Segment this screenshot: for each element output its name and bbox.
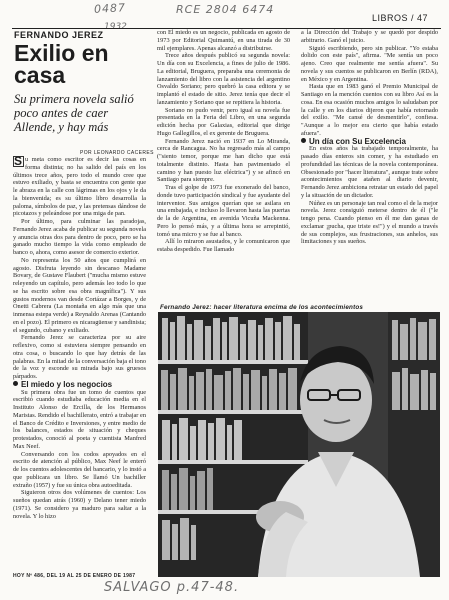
paragraph-text: Soriano no pudo venir, pero igual su novela fue presentada en la Feria del Libro, en una segunda edición hecha por Galaxias, editorial que dirige Hugo Gallegillos, el ex gerente de Bruguera. bbox=[157, 106, 290, 137]
article-paragraph bbox=[157, 107, 290, 138]
article-column-3 bbox=[301, 29, 438, 304]
author-photo bbox=[158, 312, 440, 577]
article-paragraph bbox=[13, 257, 146, 335]
paragraph-text: Núñez es un personaje tan real como el de la mejor novela. Jerez consiguió meterse dentro de él ("le tengo pena. Cuando pienso en él me dan ganas de exclamar ¡pucha, que triste es!") y el mundo a través de sus complejos, sus frustraciones, sus anhelos, sus limitaciones y sus sueños. bbox=[301, 199, 438, 246]
paragraph-text: En estos años ha trabajado temporalmente, ha pasado días enteros sin comer, y ha estudiado en profundidad las técnicas de la novela contemporánea. Obsesionado por "hacer literatura", aunque trate sobre acontecimientos que atañen al diario devenir, Fernando Jerez ambiciona retratar un estado del papel y la situación de un dictador. bbox=[301, 145, 438, 199]
paragraph-text: Su primera obra fue un tomo de cuentos que escribió cuando estudiaba educación media en el Instituto Alonso de Ercilla, de los Hermanos Maristas. Rendido el bachillerato, entró a trabajar en el Banco de Crédito e Inversiones, y entre medio de los balances, estados de situación y cheques protestados, conoció al poeta y cuentista Manfred Max Neef. bbox=[13, 388, 146, 450]
author-name: FERNANDO JEREZ bbox=[14, 30, 104, 40]
article-paragraph bbox=[13, 334, 146, 381]
bullet-icon bbox=[13, 381, 18, 386]
bullet-icon bbox=[301, 138, 306, 143]
paragraph-text: Siguió escribiendo, pero sin publicar. "Yo estaba dolido con este país", afirma. "Me sentía un poco ajeno. Creo que realmente me sentía afuera". Su novela y sus cuentos se publicaron en Berlín (RDA), en México y en Argentina. bbox=[301, 44, 438, 83]
article-paragraph bbox=[157, 238, 290, 254]
paragraph-text: Hasta que en 1983 ganó el Premio Municipal de Santiago en la mención cuentos con su libro Así es la cosa. En esa ocasión muchos amigos lo saludaban por la calle y en los diarios dijeron que había retornado del exilio. "Me cansé de desmentirlo", confiesa. "Aunque a lo mejor era cierto que había estado afuera". bbox=[301, 83, 438, 137]
article-paragraph bbox=[13, 451, 146, 490]
article-paragraph bbox=[13, 389, 146, 451]
article-paragraph bbox=[157, 184, 290, 238]
paragraph-text: Fernando Jerez nació en 1937 en Lo Miranda, cerca de Rancagua. No ha regresado más al campo ("siento temor, porque me han dicho que está totalmente distinto. Hasta han pavimentado el camino y han puesto luz eléctrica") y se afincó en Santiago para siempre. bbox=[157, 137, 290, 184]
section-heading bbox=[301, 138, 438, 146]
paragraph-text: con El miedo es un negocio, publicada en agosto de 1973 por Editorial Quimantú, en una tirada de 30 mil ejemplares. Apenas alcanzó a distribuirse. bbox=[157, 29, 290, 52]
paragraph-text: Tras el golpe de 1973 fue exonerado del banco, donde tuvo participación sindical y fue ayudante del interventor. Sus amigos querían que se asilara en una embajada, e incluso lo llevaron hasta las puertas de la de Argentina, en avenida Vicuña Mackenna. Pero lo pensó más, y a última hora se arrepintió, tomó una micro y se fue al banco. bbox=[157, 184, 290, 238]
article-paragraph bbox=[157, 138, 290, 185]
article-paragraph bbox=[301, 200, 438, 247]
handwritten-source-note: SALVAGO p.47-48. bbox=[104, 580, 240, 595]
article-column-2 bbox=[157, 29, 290, 304]
article-paragraph bbox=[157, 29, 290, 52]
paragraph-text: u meta como escritor es decir las cosas en forma distinta; no ha salido del país en los últimos trece años, pero todo el mundo cree que estuvo exiliado, y basta se encuentra con gente que le abraza en la calle con lágrimas en los ojos y le da la bienvenida; es su último libro desarrolla la paloma, símbolos de paz, y las pretensas dándose de picotazos y peleándose por una miga de pan. bbox=[13, 156, 146, 218]
drop-cap: S bbox=[14, 156, 23, 168]
section-heading-text: Un día con Su Excelencia bbox=[309, 136, 406, 146]
paragraph-text: Conversando con los codos apoyados en el escrito de atención al público, Max Neef le enteró de los cuentos adolescentes del bancario, y lo instó a que publicara un libro. Se llamó Un bachiller extraño (1957) y fue su única obra autoeditada. bbox=[13, 450, 146, 489]
handwritten-note: 1932 bbox=[104, 22, 127, 32]
byline: POR LEONARDO CACERES bbox=[80, 150, 154, 156]
paragraph-text: Fernando Jerez se caracteriza por su aire reflexivo, como si estuviera siempre pensando en otra cosa, o buscando lo que hay detrás de las palabras. En la mitad de la conversación baja el tono de la voz y esconde su mirada bajo sus gruesos párpados. bbox=[13, 334, 146, 380]
section-page-label: LIBROS / 47 bbox=[372, 13, 429, 23]
section-heading-text: El miedo y los negocios bbox=[21, 379, 113, 389]
paragraph-text: Siguieron otros dos volúmenes de cuentos: Los sueños quedan atrás (1960) y Delano tener miedo (1971). Se considero ya maduro para saltar a la novela. Y lo hizo bbox=[13, 489, 146, 520]
photo-caption: Fernando Jerez: hacer literatura encima de los acontecimientos bbox=[160, 304, 364, 311]
article-column-1 bbox=[13, 156, 146, 571]
article-title: Exilio en casa bbox=[14, 40, 109, 88]
article-paragraph bbox=[301, 83, 438, 137]
section-heading bbox=[13, 381, 146, 389]
article-paragraph bbox=[301, 45, 438, 84]
paragraph-text: Por último, para culminar las paradojas, Fernando Jerez acaba de publicar su segunda novela y anuncia otras dos para dentro de poco, pero se ha ganado mucho tiempo la vida como empleado de banco o, ahora, como asesor de comercio exterior. bbox=[13, 218, 146, 256]
issue-footer: HOY Nº 486, DEL 19 AL 25 DE ENERO DE 1987 bbox=[13, 573, 136, 579]
article-subtitle: Su primera novela salió poco antes de caer Allende, y hay más bbox=[14, 92, 134, 135]
paragraph-text: Trece años después publicó su segunda novela: Un día con su Excelencia, a fines de julio de 1986. La editorial, Bruguera, preparaba una ceremonia de lanzamiento del libro con la asistencia del argentino Osvaldo Soriano; pero quebró la casa editora y se implantó el estado de sitio. Jerez tenía que decir el lanzamiento y Soriano que se repitiera la historia. bbox=[157, 52, 290, 106]
handwritten-ref-number: 0487 bbox=[93, 1, 127, 16]
article-paragraph bbox=[13, 156, 146, 218]
paragraph-text: No representa los 50 años que cumplirá en agosto. Disfruta leyendo sin descanso Madame Bovary, de Gustave Flaubert ("mucha mismo estuve releyendo un capítulo, pero además leo todo lo que se ha escrito sobre esa obra magnífica"). Y sus gustos modernos van desde Cortázar a Borges, y de Onetti Cabrera (La montaña en algo más que una inmensa estepa verde) a Reynaldo Arenas (Cantando en el pozo). El primero es nicaragüense y sandinista; el segundo, cubano y exiliado. bbox=[13, 256, 146, 334]
article-paragraph bbox=[301, 145, 438, 199]
paragraph-text: Allí lo miraron asustados, y le comunicaron que estaba despedido. Fue llamado bbox=[157, 238, 290, 253]
article-paragraph bbox=[157, 52, 290, 106]
photo-illustration bbox=[158, 312, 440, 577]
article-paragraph bbox=[13, 489, 146, 520]
article-paragraph bbox=[301, 29, 438, 45]
article-paragraph bbox=[13, 218, 146, 257]
paragraph-text: a la Dirección del Trabajo y se quedó por despido arbitrario. Ganó el juicio. bbox=[301, 29, 438, 44]
handwritten-catalog-code: RCE 2804 6474 bbox=[176, 3, 275, 16]
